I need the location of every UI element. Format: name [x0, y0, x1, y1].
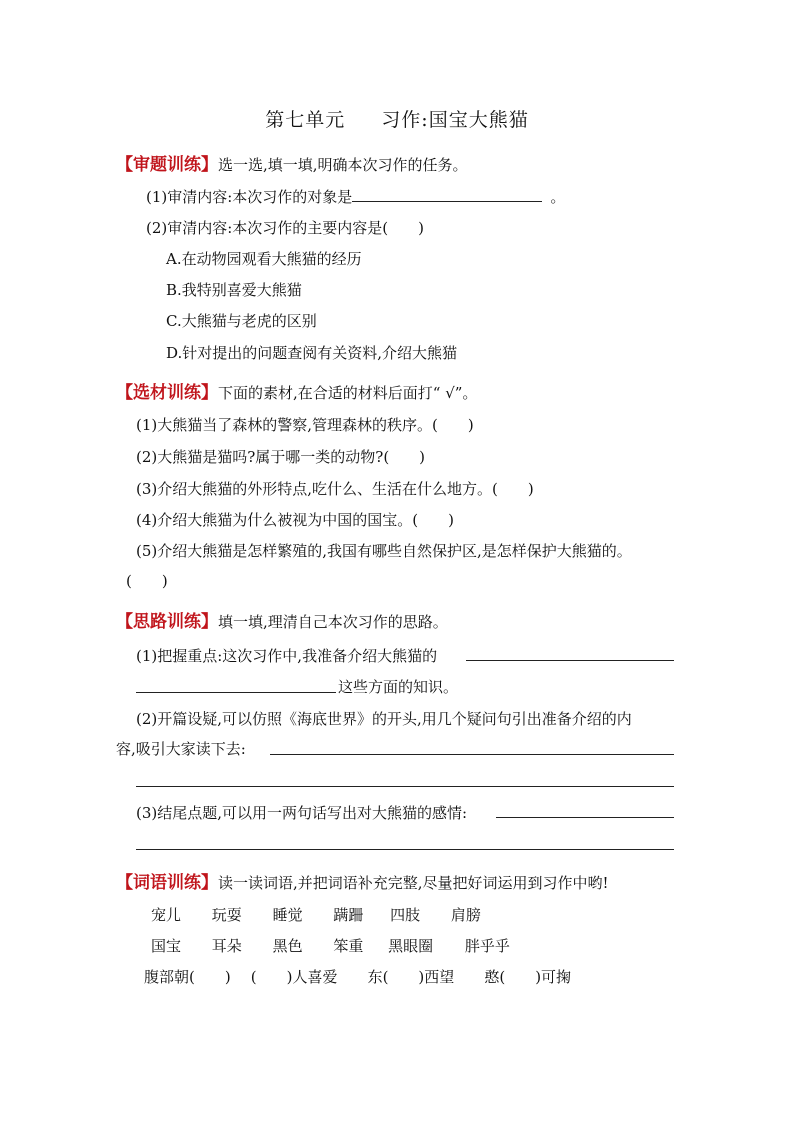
section-heading: 【选材训练】: [116, 383, 218, 403]
answer-line[interactable]: [136, 849, 674, 850]
material-item-3: (3)介绍大熊猫的外形特点,吃什么、生活在什么地方。( ): [136, 480, 534, 498]
fill-in-idiom: ( )人喜爱: [250, 968, 338, 986]
section-instruction: 读一读词语,并把词语补充完整,尽量把好词运用到习作中哟!: [218, 874, 609, 892]
answer-line[interactable]: [270, 754, 674, 755]
material-item-1: (1)大熊猫当了森林的警察,管理森林的秩序。( ): [136, 416, 474, 434]
fill-in-idiom: 东( )西望: [367, 968, 455, 986]
section-heading: 【思路训练】: [116, 612, 218, 632]
word: 耳朵: [211, 937, 242, 955]
word: 玩耍: [211, 906, 242, 924]
thinking-question-2-line1: (2)开篇设疑,可以仿照《海底世界》的开头,用几个疑问句引出准备介绍的内: [136, 710, 632, 728]
word: 黑色: [272, 937, 303, 955]
section-material: [116, 378, 477, 403]
material-item-2: (2)大熊猫是猫吗?属于哪一类的动物?( ): [136, 448, 426, 466]
question-2: (2)审清内容:本次习作的主要内容是( ): [146, 219, 425, 237]
answer-line[interactable]: [496, 817, 674, 818]
unit-label: 第七单元: [265, 109, 346, 131]
word: 胖乎乎: [464, 937, 510, 955]
period: 。: [550, 188, 566, 206]
section-instruction: 选一选,填一填,明确本次习作的任务。: [218, 156, 468, 174]
option-b: B.我特别喜爱大熊猫: [166, 281, 302, 299]
question-text: (1)审清内容:本次习作的对象是: [146, 188, 353, 206]
word-row-1: [151, 904, 507, 925]
section-instruction: 下面的素材,在合适的材料后面打“ √”。: [218, 384, 478, 402]
page-title: [0, 105, 794, 132]
word: 蹒跚: [333, 906, 364, 924]
word: 黑眼圈: [388, 937, 434, 955]
material-item-5-bracket: ( ): [126, 572, 168, 590]
word-row-2: [151, 935, 525, 956]
word: 睡觉: [272, 906, 303, 924]
word: 肩膀: [450, 906, 481, 924]
answer-line[interactable]: [136, 692, 336, 693]
answer-blank[interactable]: [352, 187, 542, 202]
thinking-question-3: (3)结尾点题,可以用一两句话写出对大熊猫的感情:: [136, 804, 468, 822]
option-d: D.针对提出的问题查阅有关资料,介绍大熊猫: [166, 344, 458, 362]
section-heading: 【词语训练】: [116, 873, 218, 893]
topic-label: 习作:国宝大熊猫: [381, 109, 529, 131]
word: 国宝: [151, 937, 182, 955]
section-vocabulary: [116, 868, 609, 893]
word: 宠儿: [151, 906, 182, 924]
thinking-question-1: (1)把握重点:这次习作中,我准备介绍大熊猫的: [136, 647, 438, 665]
section-thinking: [116, 607, 448, 632]
material-item-4: (4)介绍大熊猫为什么被视为中国的国宝。( ): [136, 511, 454, 529]
material-item-5: (5)介绍大熊猫是怎样繁殖的,我国有哪些自然保护区,是怎样保护大熊猫的。: [136, 542, 632, 560]
answer-line[interactable]: [136, 786, 674, 787]
section-review: [116, 150, 468, 175]
thinking-question-1-cont: 这些方面的知识。: [338, 678, 459, 696]
fill-in-idiom: 憨( )可掬: [484, 968, 572, 986]
word: 笨重: [333, 937, 364, 955]
fill-in-idiom: 腹部朝( ): [144, 968, 231, 986]
option-c: C.大熊猫与老虎的区别: [166, 312, 317, 330]
section-heading: 【审题训练】: [116, 155, 218, 175]
word: 四肢: [390, 906, 421, 924]
option-a: A.在动物园观看大熊猫的经历: [166, 250, 362, 268]
answer-line[interactable]: [466, 660, 674, 661]
question-1: [146, 186, 565, 207]
section-instruction: 填一填,理清自己本次习作的思路。: [218, 613, 448, 631]
thinking-question-2-line2: 容,吸引大家读下去:: [116, 740, 246, 758]
word-row-3: [144, 966, 584, 987]
